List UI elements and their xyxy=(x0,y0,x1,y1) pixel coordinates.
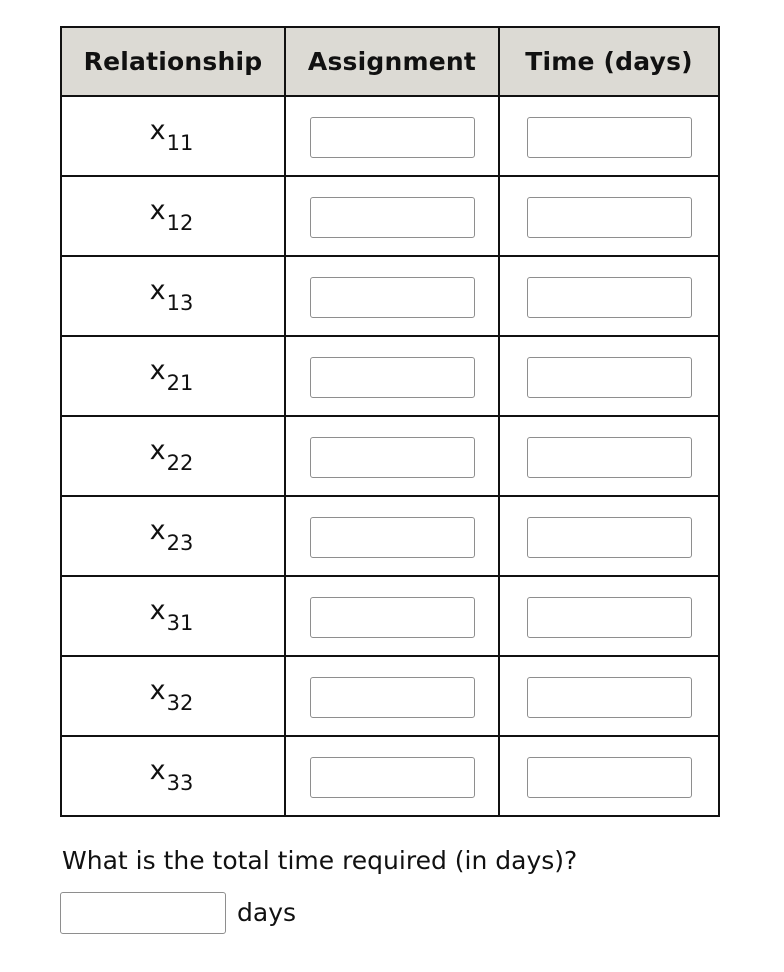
time-input[interactable] xyxy=(527,597,692,638)
relationship-cell xyxy=(61,416,285,496)
variable-symbol: x xyxy=(149,674,166,706)
variable-symbol: x xyxy=(149,114,166,146)
variable-subscript: 22 xyxy=(166,450,194,475)
header-assignment: Assignment xyxy=(285,27,499,96)
variable-subscript: 32 xyxy=(166,690,194,715)
assignment-input[interactable] xyxy=(310,757,475,798)
assignment-input[interactable] xyxy=(310,677,475,718)
relationship-cell xyxy=(61,96,285,176)
assignment-cell xyxy=(285,736,499,816)
assignment-input[interactable] xyxy=(310,197,475,238)
relationship-cell xyxy=(61,736,285,816)
assignment-table xyxy=(60,26,720,817)
table-row xyxy=(61,736,719,816)
table-row xyxy=(61,416,719,496)
variable-subscript: 31 xyxy=(166,610,194,635)
variable-subscript: 21 xyxy=(166,370,194,395)
time-input[interactable] xyxy=(527,517,692,558)
header-time-days: Time (days) xyxy=(499,27,719,96)
relationship-cell xyxy=(61,576,285,656)
assignment-input[interactable] xyxy=(310,437,475,478)
days-unit-label: days xyxy=(237,897,297,927)
total-time-question: What is the total time required (in days)? xyxy=(62,846,578,875)
relationship-cell xyxy=(61,176,285,256)
time-cell xyxy=(499,96,719,176)
table-row xyxy=(61,336,719,416)
variable-subscript: 33 xyxy=(166,770,194,795)
variable-label xyxy=(149,274,194,315)
total-time-answer-row xyxy=(60,892,296,934)
assignment-cell xyxy=(285,416,499,496)
variable-label xyxy=(149,754,194,795)
time-input[interactable] xyxy=(527,757,692,798)
assignment-input[interactable] xyxy=(310,517,475,558)
time-input[interactable] xyxy=(527,197,692,238)
time-cell xyxy=(499,576,719,656)
table-row xyxy=(61,496,719,576)
variable-symbol: x xyxy=(149,274,166,306)
table-row xyxy=(61,96,719,176)
variable-subscript: 11 xyxy=(166,130,194,155)
variable-label xyxy=(149,194,194,235)
variable-subscript: 23 xyxy=(166,530,194,555)
relationship-cell xyxy=(61,336,285,416)
time-cell xyxy=(499,176,719,256)
assignment-cell xyxy=(285,496,499,576)
time-cell xyxy=(499,256,719,336)
table-row xyxy=(61,176,719,256)
assignment-cell xyxy=(285,96,499,176)
variable-symbol: x xyxy=(149,754,166,786)
variable-label xyxy=(149,434,194,475)
assignment-input[interactable] xyxy=(310,117,475,158)
variable-label xyxy=(149,354,194,395)
assignment-cell xyxy=(285,656,499,736)
time-input[interactable] xyxy=(527,277,692,318)
variable-subscript: 13 xyxy=(166,290,194,315)
variable-symbol: x xyxy=(149,194,166,226)
time-input[interactable] xyxy=(527,437,692,478)
table-row xyxy=(61,576,719,656)
assignment-cell xyxy=(285,256,499,336)
variable-symbol: x xyxy=(149,354,166,386)
total-time-input[interactable] xyxy=(60,892,226,934)
header-relationship: Relationship xyxy=(61,27,285,96)
assignment-input[interactable] xyxy=(310,277,475,318)
time-cell xyxy=(499,336,719,416)
time-cell xyxy=(499,496,719,576)
assignment-cell xyxy=(285,176,499,256)
relationship-cell xyxy=(61,256,285,336)
time-cell xyxy=(499,656,719,736)
variable-symbol: x xyxy=(149,514,166,546)
variable-subscript: 12 xyxy=(166,210,194,235)
assignment-cell xyxy=(285,576,499,656)
variable-label xyxy=(149,514,194,555)
table-row xyxy=(61,256,719,336)
assignment-cell xyxy=(285,336,499,416)
relationship-cell xyxy=(61,496,285,576)
variable-symbol: x xyxy=(149,434,166,466)
time-input[interactable] xyxy=(527,357,692,398)
time-cell xyxy=(499,736,719,816)
time-input[interactable] xyxy=(527,117,692,158)
time-input[interactable] xyxy=(527,677,692,718)
relationship-cell xyxy=(61,656,285,736)
variable-label xyxy=(149,594,194,635)
assignment-input[interactable] xyxy=(310,357,475,398)
variable-label xyxy=(149,674,194,715)
time-cell xyxy=(499,416,719,496)
variable-symbol: x xyxy=(149,594,166,626)
assignment-input[interactable] xyxy=(310,597,475,638)
table-row xyxy=(61,656,719,736)
table-header-row xyxy=(61,27,719,96)
variable-label xyxy=(149,114,194,155)
